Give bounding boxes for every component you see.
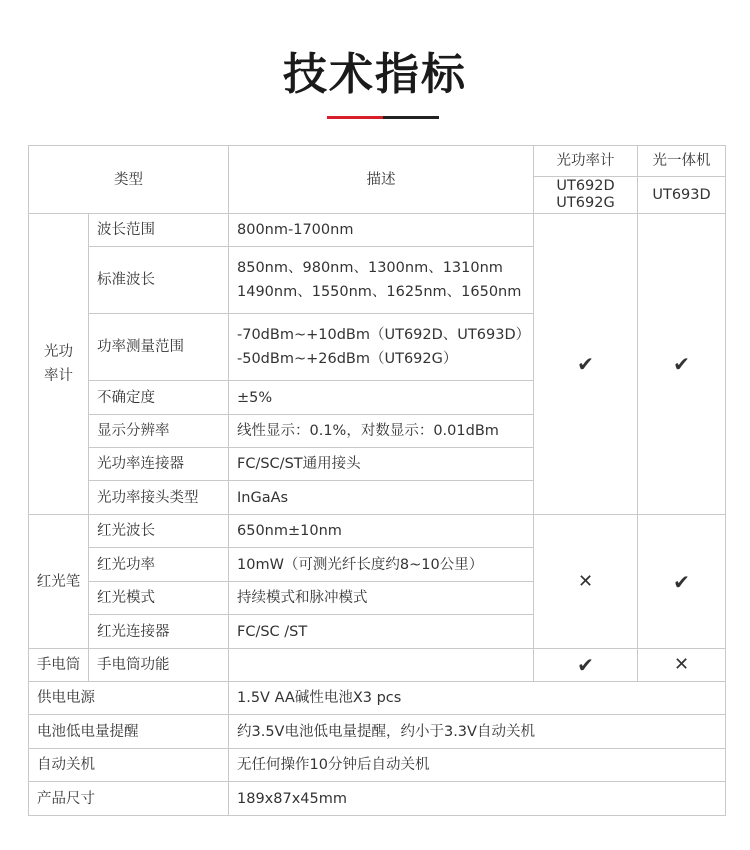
row-name: 功率测量范围 — [89, 314, 229, 381]
group-label-flashlight: 手电筒 — [29, 649, 89, 682]
row-desc: FC/SC /ST — [229, 615, 534, 649]
cross-icon: ✕ — [638, 649, 726, 682]
row-name: 不确定度 — [89, 381, 229, 415]
general-row-desc: 189x87x45mm — [229, 782, 726, 816]
spec-table — [28, 145, 726, 816]
header-col1-models — [534, 177, 638, 214]
row-name: 红光波长 — [89, 515, 229, 548]
check-icon: ✔ — [638, 214, 726, 515]
general-row-name: 电池低电量提醒 — [29, 715, 229, 749]
row-desc: 850nm、980nm、1300nm、1310nm 1490nm、1550nm、1625nm、1650nm — [229, 247, 534, 314]
row-desc: ±5% — [229, 381, 534, 415]
row-desc: InGaAs — [229, 481, 534, 515]
header-col1-name: 光功率计 — [534, 146, 638, 177]
title-underline-red — [327, 116, 383, 119]
check-icon: ✔ — [534, 214, 638, 515]
row-desc: -70dBm~+10dBm（UT692D、UT693D） -50dBm~+26dBm（UT692G） — [229, 314, 534, 381]
general-row-desc: 1.5V AA碱性电池X3 pcs — [229, 682, 726, 715]
model-ut692g: UT692G — [556, 195, 615, 211]
row-name: 红光连接器 — [89, 615, 229, 649]
header-col2-name: 光一体机 — [638, 146, 726, 177]
row-desc: 800nm-1700nm — [229, 214, 534, 247]
model-ut692d: UT692D — [556, 178, 615, 194]
row-desc: FC/SC/ST通用接头 — [229, 448, 534, 481]
header-type: 类型 — [29, 146, 229, 214]
general-row-name: 产品尺寸 — [29, 782, 229, 816]
page-title: 技术指标 — [283, 49, 467, 100]
row-name: 光功率连接器 — [89, 448, 229, 481]
general-row-desc: 无任何操作10分钟后自动关机 — [229, 749, 726, 782]
row-desc: 650nm±10nm — [229, 515, 534, 548]
row-name: 标准波长 — [89, 247, 229, 314]
check-icon: ✔ — [534, 649, 638, 682]
row-name: 波长范围 — [89, 214, 229, 247]
row-name: 红光模式 — [89, 582, 229, 615]
check-icon: ✔ — [638, 515, 726, 649]
general-row-name: 供电电源 — [29, 682, 229, 715]
general-row-desc: 约3.5V电池低电量提醒，约小于3.3V自动关机 — [229, 715, 726, 749]
title-underline-dark — [383, 116, 439, 119]
header-description: 描述 — [229, 146, 534, 214]
row-name: 光功率接头类型 — [89, 481, 229, 515]
row-name: 手电筒功能 — [89, 649, 229, 682]
row-desc: 10mW（可测光纤长度约8~10公里） — [229, 548, 534, 582]
row-desc: 持续模式和脉冲模式 — [229, 582, 534, 615]
header-col2-models — [638, 177, 726, 214]
row-name: 显示分辨率 — [89, 415, 229, 448]
general-row-name: 自动关机 — [29, 749, 229, 782]
group-label-power-meter: 光功 率计 — [29, 214, 89, 515]
row-desc: 线性显示：0.1%，对数显示：0.01dBm — [229, 415, 534, 448]
row-name: 红光功率 — [89, 548, 229, 582]
model-ut693d: UT693D — [652, 186, 711, 203]
row-desc — [229, 649, 534, 682]
group-label-red-light: 红光笔 — [29, 515, 89, 649]
cross-icon: ✕ — [534, 515, 638, 649]
